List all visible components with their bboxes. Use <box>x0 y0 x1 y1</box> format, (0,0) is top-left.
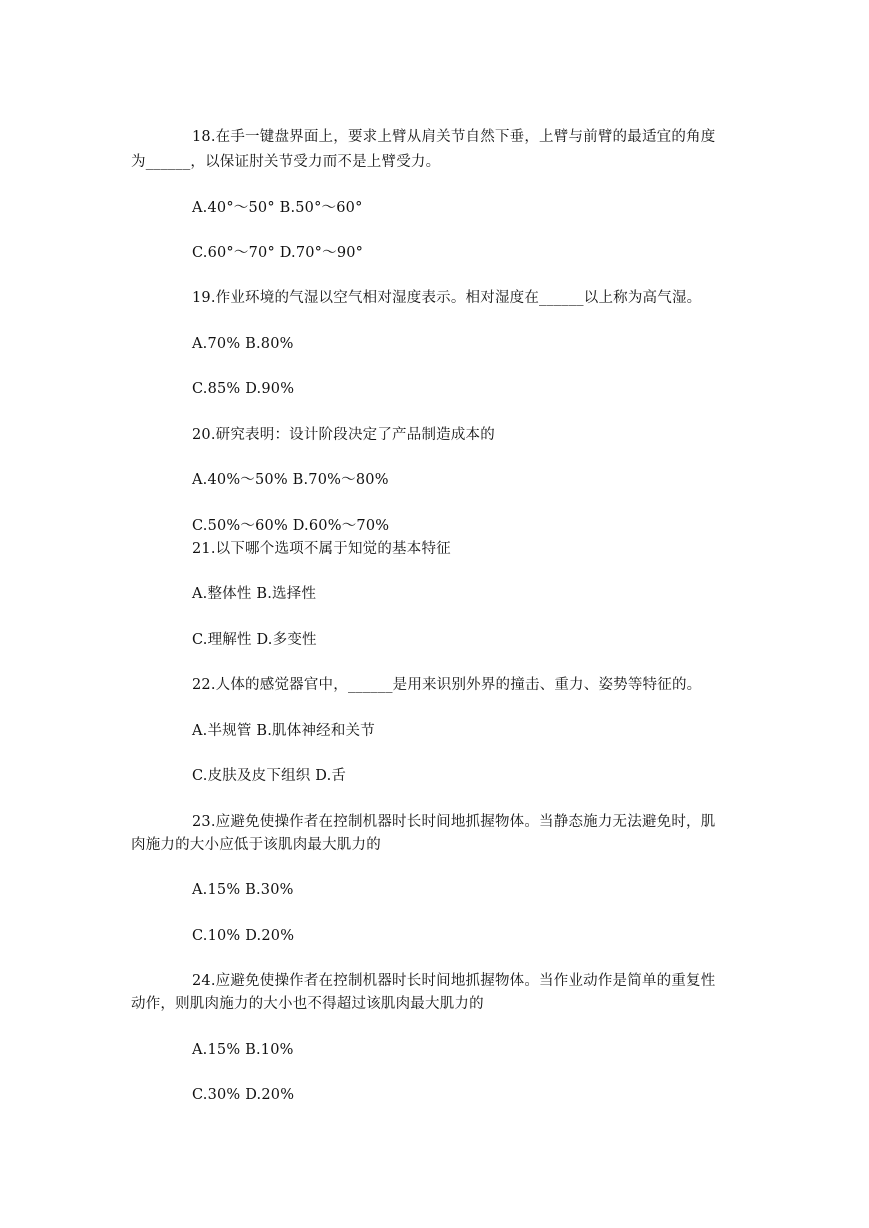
q18-option-cd: C.60°～70° D.70°～90° <box>192 245 364 261</box>
q18-stem-line-2: 为______，以保证肘关节受力而不是上臂受力。 <box>131 154 441 170</box>
q21-option-ab: A.整体性 B.选择性 <box>192 586 317 602</box>
q23-stem-line-1: 23.应避免使操作者在控制机器时长时间地抓握物体。当静态施力无法避免时，肌 <box>192 814 716 830</box>
q23-option-cd: C.10% D.20% <box>192 928 295 944</box>
q24-stem-line-2: 动作，则肌肉施力的大小也不得超过该肌肉最大肌力的 <box>131 996 484 1012</box>
q19-option-ab: A.70% B.80% <box>192 336 294 352</box>
q22-option-ab: A.半规管 B.肌体神经和关节 <box>192 723 375 739</box>
q21-stem-line-1: 21.以下哪个选项不属于知觉的基本特征 <box>192 541 451 557</box>
q21-option-cd: C.理解性 D.多变性 <box>192 632 317 648</box>
q23-stem-line-2: 肉施力的大小应低于该肌肉最大肌力的 <box>131 837 381 853</box>
q24-option-cd: C.30% D.20% <box>192 1087 295 1103</box>
q24-stem-line-1: 24.应避免使操作者在控制机器时长时间地抓握物体。当作业动作是简单的重复性 <box>192 973 716 989</box>
q19-option-cd: C.85% D.90% <box>192 381 295 397</box>
q23-option-ab: A.15% B.30% <box>192 882 294 898</box>
q19-stem-line-1: 19.作业环境的气湿以空气相对湿度表示。相对湿度在______以上称为高气湿。 <box>192 290 702 306</box>
q18-stem-line-1: 18.在手一键盘界面上，要求上臂从肩关节自然下垂，上臂与前臂的最适宜的角度 <box>192 129 716 145</box>
q20-stem-line-1: 20.研究表明：设计阶段决定了产品制造成本的 <box>192 427 495 443</box>
q20-option-ab: A.40%～50% B.70%～80% <box>192 472 389 488</box>
q20-option-cd: C.50%～60% D.60%～70% <box>192 518 390 534</box>
q22-option-cd: C.皮肤及皮下组织 D.舌 <box>192 768 347 784</box>
q24-option-ab: A.15% B.10% <box>192 1042 294 1058</box>
q22-stem-line-1: 22.人体的感觉器官中，______是用来识别外界的撞击、重力、姿势等特征的。 <box>192 677 702 693</box>
q18-option-ab: A.40°～50° B.50°～60° <box>192 200 363 216</box>
